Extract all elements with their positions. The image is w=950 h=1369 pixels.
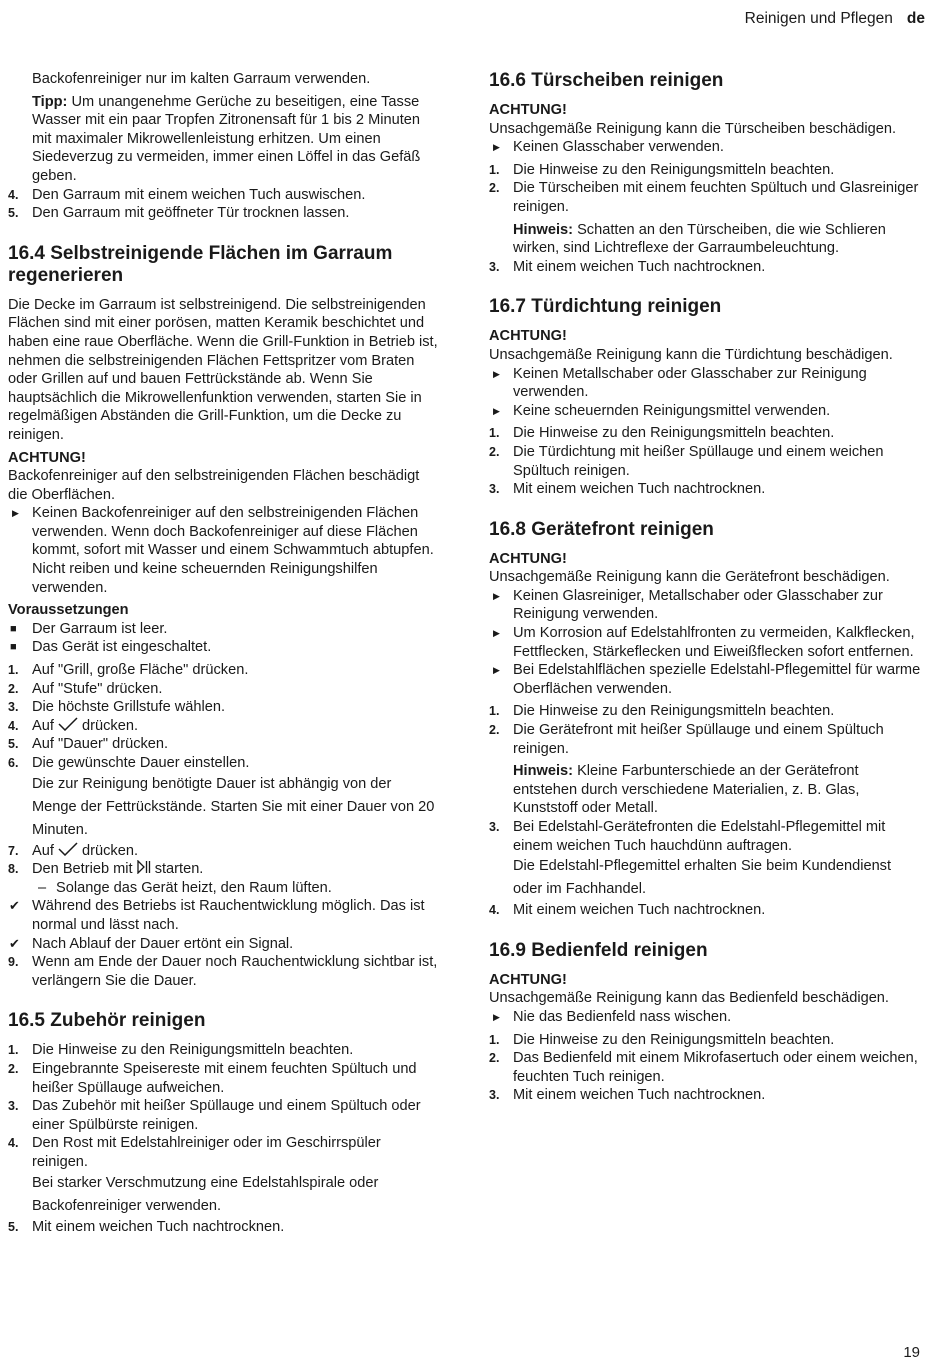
- list-item: [8, 1134, 440, 1171]
- hint-text: Schatten an den Türscheiben, die wie Schlieren wirken, sind Lichtreflexe der Garraumbeleuchtung.: [513, 221, 886, 257]
- list-item: [489, 424, 923, 443]
- step-number: 2.: [489, 723, 500, 738]
- header-section-title: Reinigen und Pflegen: [744, 10, 893, 27]
- step-text-pre: Auf: [32, 717, 58, 734]
- warning-text: Unsachgemäße Reinigung kann die Türscheiben beschädigen.: [489, 120, 897, 137]
- bullet-text: Nie das Bedienfeld nass wischen.: [513, 1008, 732, 1025]
- step-number: 4.: [8, 718, 19, 733]
- step-number: 3.: [8, 1099, 19, 1114]
- list-item: [489, 1049, 923, 1086]
- triangle-bullet-icon: ▶: [493, 405, 500, 416]
- step-text: Die gewünschte Dauer einstellen.: [32, 755, 250, 771]
- step-note: Bei starker Verschmutzung eine Edelstahlspirale oder Backofenreiniger verwenden.: [32, 1174, 379, 1214]
- result-text: Während des Betriebs ist Rauchentwicklung möglich. Das ist normal und lässt nach.: [32, 898, 425, 933]
- step-number: 1.: [8, 1043, 19, 1058]
- list-item: [489, 443, 923, 480]
- list-item: [8, 504, 440, 597]
- prereq-text: Das Gerät ist eingeschaltet.: [32, 639, 212, 656]
- step-number: 4.: [489, 903, 500, 918]
- step-text: Mit einem weichen Tuch nachtrocknen.: [513, 481, 766, 498]
- step-text: Wenn am Ende der Dauer noch Rauchentwicklung sichtbar ist, verlängern Sie die Dauer.: [32, 954, 438, 989]
- step-number: 3.: [8, 700, 19, 715]
- step-text: Die Hinweise zu den Reinigungsmitteln beachten.: [32, 1042, 354, 1059]
- warning-label: ACHTUNG!: [8, 449, 86, 466]
- step-number: 7.: [8, 843, 19, 858]
- section-title-16-7: 16.7 Türdichtung reinigen: [489, 296, 722, 318]
- warning-text: Unsachgemäße Reinigung kann die Türdichtung beschädigen.: [489, 346, 893, 363]
- section-intro: Die Decke im Garraum ist selbstreinigend. Die selbstreinigenden Flächen sind mit einer porösen, matten Keramik beschichtet und haben eine raue Oberfläche. Wenn die Grill-Funktion in Betrieb ist, nehmen die selbstreinigenden Flächen Fettspritzer vom Braten oder Grillen auf und bauen Fettrückstände ab. Wenn Sie hauptsächlich die Mikrowellenfunktion verwenden, starten Sie in regelmäßigen Abständen die Grill-Funktion, um die Decke zu reinigen.: [8, 296, 438, 443]
- section-title-16-6: 16.6 Türscheiben reinigen: [489, 70, 724, 91]
- step-number: 1.: [489, 162, 500, 177]
- step-text-post: drücken.: [77, 842, 138, 859]
- page-number: 19: [903, 1344, 920, 1362]
- triangle-bullet-icon: ▶: [12, 508, 19, 519]
- list-item: [8, 860, 440, 879]
- step-number: 2.: [489, 181, 500, 196]
- result-text: Nach Ablauf der Dauer ertönt ein Signal.: [32, 935, 294, 952]
- right-column: [489, 70, 923, 1105]
- tipp-label: Tipp:: [32, 93, 68, 110]
- step-text: Die höchste Grillstufe wählen.: [32, 699, 226, 716]
- bullet-text: Um Korrosion auf Edelstahlfronten zu vermeiden, Kalkflecken, Fettflecken, Stärkeflecken und Eiweißflecken sofort entfernen.: [513, 625, 915, 660]
- step-text: Mit einem weichen Tuch nachtrocknen.: [513, 258, 766, 275]
- list-item: [489, 365, 923, 402]
- list-item: [8, 638, 440, 657]
- warning-label: ACHTUNG!: [489, 328, 567, 345]
- list-item: [8, 1218, 440, 1237]
- step-note: Die zur Reinigung benötigte Dauer ist abhängig von der Menge der Fettrückstände. Starten Sie mit einer Dauer von 20 Minuten.: [32, 775, 435, 838]
- list-item: [8, 1041, 440, 1060]
- list-item: [8, 620, 440, 639]
- intro-line: Backofenreiniger nur im kalten Garraum verwenden.: [32, 71, 371, 87]
- bullet-text: Keinen Glasreiniger, Metallschaber oder Glasschaber zur Reinigung verwenden.: [513, 587, 883, 623]
- result-check-icon: ✔: [9, 935, 20, 951]
- start-pause-icon: [137, 860, 151, 874]
- list-item: [8, 698, 440, 717]
- step-number: 3.: [489, 820, 500, 834]
- list-item: [8, 935, 440, 954]
- substep-text: Solange das Gerät heizt, den Raum lüften.: [56, 879, 332, 896]
- left-column: [8, 70, 440, 1236]
- step-text-pre: Auf: [32, 842, 58, 859]
- warning-text: Unsachgemäße Reinigung kann das Bedienfeld beschädigen.: [489, 990, 889, 1007]
- bullet-text: Keine scheuernden Reinigungsmittel verwenden.: [513, 402, 831, 419]
- step-number: 4.: [8, 1136, 19, 1151]
- bullet-text: Keinen Backofenreiniger auf den selbstreinigenden Flächen verwenden. Wenn doch Backofenreiniger auf diese Flächen kommt, sofort mit Wasser und einem Schwammtuch abtupfen. Nicht reiben und keine scheuernden Reinigungshilfen verwenden.: [32, 505, 434, 596]
- list-item: [489, 258, 923, 277]
- square-bullet-icon: ■: [10, 641, 17, 654]
- list-item: [8, 1097, 440, 1134]
- list-item: [8, 735, 440, 754]
- list-item: [489, 624, 923, 661]
- step-text: Mit einem weichen Tuch nachtrocknen.: [32, 1218, 285, 1235]
- hint-text: Kleine Farbunterschiede an der Gerätefront entstehen durch verschiedene Materialien, z. B. Glas, Kunststoff oder Metall.: [513, 763, 860, 817]
- step-number: 2.: [489, 1051, 500, 1066]
- square-bullet-icon: ■: [10, 622, 17, 635]
- list-item: [489, 179, 923, 216]
- step-note: Die Edelstahl-Pflegemittel erhalten Sie beim Kundendienst oder im Fachhandel.: [513, 858, 892, 898]
- list-item: [489, 661, 923, 698]
- warning-label: ACHTUNG!: [489, 971, 567, 988]
- step-text: Bei Edelstahl-Gerätefronten die Edelstahl-Pflegemittel mit einem weichen Tuch hauchdünn auftragen.: [513, 819, 886, 854]
- step-number: 2.: [8, 681, 19, 696]
- bullet-text: Bei Edelstahlflächen spezielle Edelstahl-Pflegemittel für warme Oberflächen verwenden.: [513, 662, 921, 697]
- step-text-post: starten.: [150, 861, 204, 878]
- warning-label: ACHTUNG!: [489, 550, 567, 567]
- list-item: [489, 901, 923, 920]
- step-text: Die Türdichtung mit heißer Spüllauge und einem weichen Spültuch reinigen.: [513, 443, 884, 479]
- hint-note: [489, 762, 923, 818]
- tipp-note: [8, 93, 440, 186]
- list-item: [8, 186, 440, 205]
- section-title-16-9: 16.9 Bedienfeld reinigen: [489, 939, 708, 961]
- step-number: 3.: [489, 259, 500, 274]
- section-title-16-4: 16.4 Selbstreinigende Flächen im Garraum regenerieren: [8, 242, 393, 286]
- step-number: 2.: [489, 444, 500, 459]
- step-text: Den Garraum mit einem weichen Tuch auswischen.: [32, 186, 366, 203]
- step-number: 1.: [489, 704, 500, 719]
- step-text: Eingebrannte Speisereste mit einem feuchten Spültuch und heißer Spüllauge aufweichen.: [32, 1060, 417, 1096]
- warning-label: ACHTUNG!: [489, 102, 567, 118]
- bullet-text: Keinen Glasschaber verwenden.: [513, 139, 724, 156]
- step-number: 5.: [8, 206, 19, 221]
- prereq-text: Der Garraum ist leer.: [32, 620, 168, 637]
- checkmark-icon: [58, 842, 78, 856]
- header-language: de: [906, 10, 925, 27]
- step-text: Die Hinweise zu den Reinigungsmitteln beachten.: [513, 1031, 835, 1048]
- step-number: 8.: [8, 862, 19, 877]
- list-item: [489, 1086, 923, 1105]
- triangle-bullet-icon: ▶: [493, 628, 500, 639]
- triangle-bullet-icon: ▶: [493, 368, 500, 379]
- step-number: 5.: [8, 1219, 19, 1234]
- step-text: Mit einem weichen Tuch nachtrocknen.: [513, 1087, 766, 1104]
- section-title-16-5: 16.5 Zubehör reinigen: [8, 1010, 206, 1032]
- list-item: [8, 1060, 440, 1097]
- step-text: Das Zubehör mit heißer Spüllauge und einem Spültuch oder einer Spülbürste reinigen.: [32, 1098, 421, 1133]
- step-text: Mit einem weichen Tuch nachtrocknen.: [513, 902, 766, 919]
- step-text-post: drücken.: [77, 717, 138, 734]
- step-number: 2.: [8, 1061, 19, 1076]
- list-item: [8, 754, 440, 773]
- list-item: [8, 897, 440, 934]
- list-item: [489, 138, 923, 157]
- triangle-bullet-icon: ▶: [493, 665, 500, 676]
- step-text: Auf "Stufe" drücken.: [32, 680, 163, 697]
- step-text: Auf "Grill, große Fläche" drücken.: [32, 662, 249, 679]
- step-number: 3.: [489, 1088, 500, 1103]
- list-item: [489, 161, 923, 180]
- step-number: 1.: [489, 426, 500, 441]
- hint-note: [489, 221, 923, 258]
- list-item: [489, 818, 923, 855]
- step-number: 5.: [8, 737, 19, 752]
- triangle-bullet-icon: ▶: [493, 142, 500, 153]
- step-text: Den Garraum mit geöffneter Tür trocknen lassen.: [32, 205, 350, 222]
- prerequisites-title: Voraussetzungen: [8, 602, 129, 619]
- list-item: [8, 879, 440, 898]
- list-item: [8, 842, 440, 861]
- list-item: [8, 953, 440, 990]
- warning-text: Backofenreiniger auf den selbstreinigenden Flächen beschädigt die Oberflächen.: [8, 468, 420, 503]
- list-item: [489, 402, 923, 421]
- list-item: [8, 717, 440, 736]
- step-text: Die Hinweise zu den Reinigungsmitteln beachten.: [513, 425, 835, 442]
- hint-label: Hinweis:: [513, 221, 574, 238]
- dash-marker: –: [38, 879, 47, 896]
- step-number: 1.: [8, 663, 19, 678]
- checkmark-icon: [58, 717, 78, 731]
- list-item: [8, 680, 440, 699]
- list-item: [489, 480, 923, 499]
- step-text: Die Hinweise zu den Reinigungsmitteln beachten.: [513, 703, 835, 720]
- step-number: 4.: [8, 187, 19, 202]
- step-text: Die Gerätefront mit heißer Spüllauge und einem Spültuch reinigen.: [513, 722, 884, 757]
- list-item: [489, 1031, 923, 1050]
- step-text: Den Rost mit Edelstahlreiniger oder im Geschirrspüler reinigen.: [32, 1135, 381, 1170]
- tipp-text: Um unangenehme Gerüche zu beseitigen, eine Tasse Wasser mit ein paar Tropfen Zitronensaft für 1 bis 2 Minuten mit maximaler Mikrowellenleistung erhitzen. Um einen Siedeverzug zu vermeiden, immer einen Löffel in das Gefäß geben.: [32, 93, 421, 184]
- step-text: Auf "Dauer" drücken.: [32, 736, 169, 753]
- step-number: 3.: [489, 482, 500, 497]
- step-text: Die Hinweise zu den Reinigungsmitteln beachten.: [513, 161, 835, 178]
- triangle-bullet-icon: ▶: [493, 1011, 500, 1022]
- result-check-icon: ✔: [9, 898, 20, 914]
- page-header: [745, 10, 925, 29]
- section-title-16-8: 16.8 Gerätefront reinigen: [489, 518, 714, 540]
- list-item: [8, 204, 440, 223]
- bullet-text: Keinen Metallschaber oder Glasschaber zur Reinigung verwenden.: [513, 365, 867, 401]
- step-text-pre: Den Betrieb mit: [32, 861, 137, 878]
- step-text: Das Bedienfeld mit einem Mikrofasertuch oder einem weichen, feuchten Tuch reinigen.: [513, 1050, 918, 1085]
- list-item: [8, 661, 440, 680]
- list-item: [489, 702, 923, 721]
- triangle-bullet-icon: ▶: [493, 590, 500, 601]
- list-item: [489, 1008, 923, 1027]
- step-number: 9.: [8, 955, 19, 970]
- step-number: 1.: [489, 1032, 500, 1047]
- step-text: Die Türscheiben mit einem feuchten Spültuch und Glasreiniger reinigen.: [513, 180, 919, 215]
- warning-text: Unsachgemäße Reinigung kann die Gerätefront beschädigen.: [489, 569, 890, 586]
- step-number: 6.: [8, 756, 19, 770]
- list-item: [489, 587, 923, 624]
- list-item: [489, 721, 923, 758]
- hint-label: Hinweis:: [513, 763, 574, 780]
